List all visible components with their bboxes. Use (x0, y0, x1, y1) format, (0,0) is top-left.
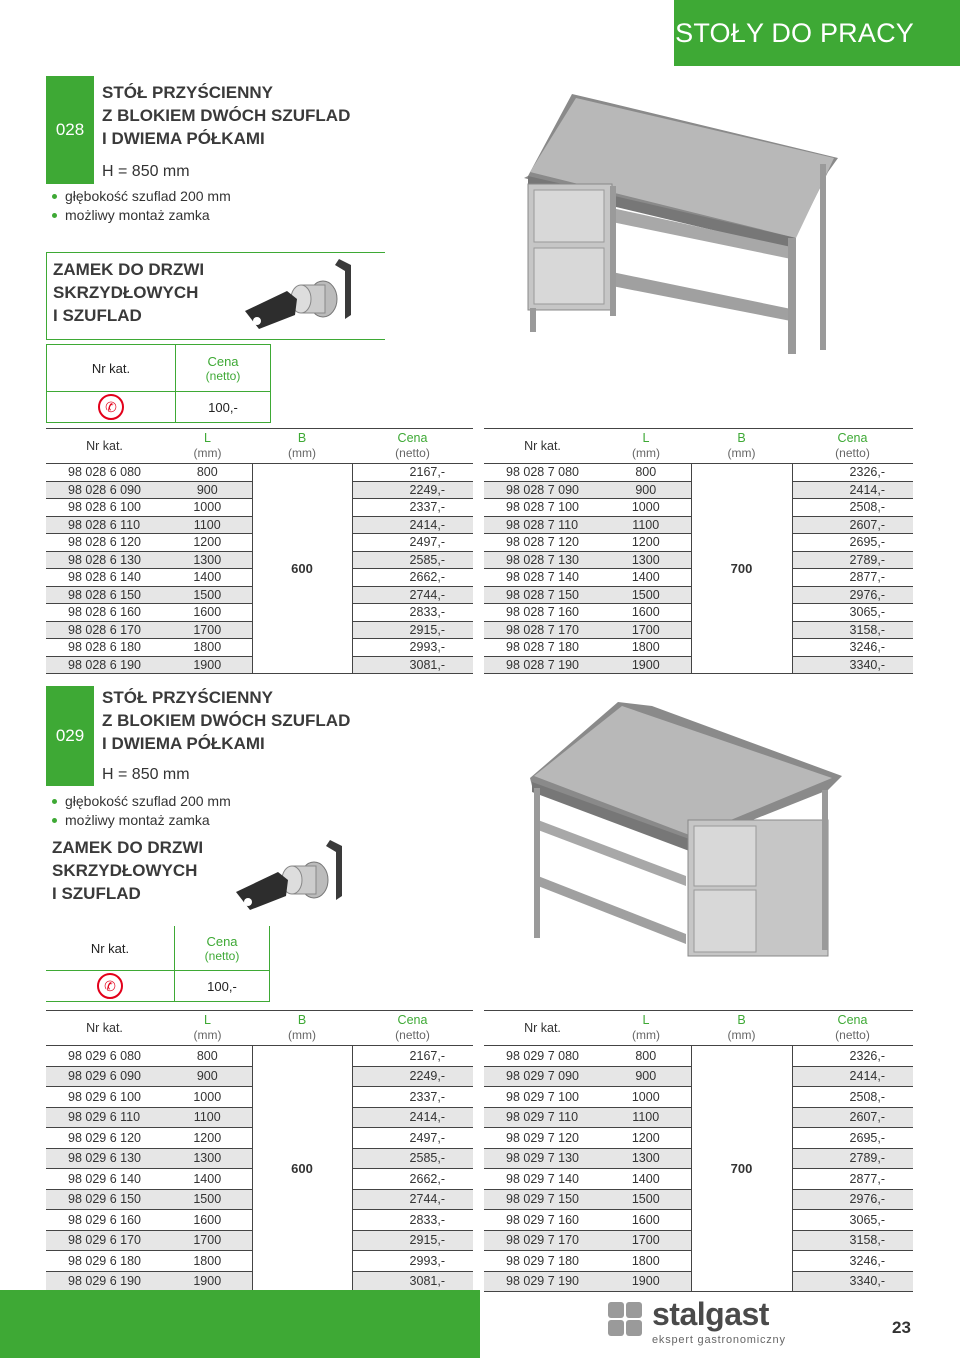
catalog-number: 98 028 6 140 (46, 569, 163, 587)
price-value: 2414,- (352, 1107, 473, 1128)
lock-cena-header: Cena (netto) (175, 926, 270, 971)
catalog-number: 98 029 6 160 (46, 1210, 163, 1231)
catalog-number: 98 028 6 190 (46, 656, 163, 674)
length-value: 1600 (163, 1210, 252, 1231)
col-b: B (mm) (252, 429, 352, 464)
price-value: 2877,- (792, 1169, 913, 1190)
table-row (46, 1046, 473, 1067)
price-value: 2662,- (352, 569, 473, 587)
catalog-number: 98 029 7 090 (484, 1066, 601, 1087)
width-value: 700 (691, 1046, 792, 1292)
catalog-number: 98 029 7 160 (484, 1210, 601, 1231)
length-value: 1000 (601, 499, 691, 517)
price-value: 3158,- (792, 1230, 913, 1251)
product-title: STÓŁ PRZYŚCIENNY Z BLOKIEM DWÓCH SZUFLAD I DWIEMA PÓŁKAMI (102, 688, 351, 753)
catalog-number: 98 029 7 180 (484, 1251, 601, 1272)
catalog-number: 98 029 7 130 (484, 1148, 601, 1169)
phone-icon: ✆ (97, 973, 123, 999)
price-value: 3081,- (352, 656, 473, 674)
footer-bar (0, 1290, 480, 1358)
price-table-029-600 (46, 1010, 473, 1292)
col-nr: Nr kat. (484, 429, 601, 464)
price-table-029-700 (484, 1010, 913, 1292)
product-title: STÓŁ PRZYŚCIENNY Z BLOKIEM DWÓCH SZUFLAD I DWIEMA PÓŁKAMI (102, 83, 351, 148)
catalog-number: 98 028 7 160 (484, 604, 601, 622)
product-height: H = 850 mm (102, 766, 190, 783)
length-value: 1100 (601, 1107, 691, 1128)
catalog-number: 98 028 6 120 (46, 534, 163, 552)
lock-nr-header: Nr kat. (46, 926, 175, 971)
brand-name: stalgast (652, 1296, 769, 1332)
length-value: 1400 (601, 1169, 691, 1190)
section-header (674, 0, 960, 66)
catalog-number: 98 028 6 160 (46, 604, 163, 622)
length-value: 1300 (601, 1148, 691, 1169)
catalog-number: 98 029 6 110 (46, 1107, 163, 1128)
catalog-number: 98 028 6 170 (46, 621, 163, 639)
price-value: 2915,- (352, 621, 473, 639)
length-value: 1400 (163, 1169, 252, 1190)
col-nr: Nr kat. (46, 429, 163, 464)
price-value: 2607,- (792, 1107, 913, 1128)
catalog-number: 98 029 6 100 (46, 1087, 163, 1108)
length-value: 1700 (601, 621, 691, 639)
catalog-number: 98 029 7 150 (484, 1189, 601, 1210)
price-value: 2497,- (352, 534, 473, 552)
catalog-number: 98 028 6 080 (46, 464, 163, 482)
price-value: 2508,- (792, 1087, 913, 1108)
catalog-number: 98 029 6 140 (46, 1169, 163, 1190)
catalog-number: 98 029 6 120 (46, 1128, 163, 1149)
price-value: 2414,- (792, 1066, 913, 1087)
col-b: B (mm) (252, 1011, 352, 1046)
catalog-number: 98 028 6 130 (46, 551, 163, 569)
length-value: 900 (163, 481, 252, 499)
price-value: 2497,- (352, 1128, 473, 1149)
price-value: 3246,- (792, 1251, 913, 1272)
catalog-number: 98 028 6 150 (46, 586, 163, 604)
table-row (484, 464, 913, 482)
col-nr: Nr kat. (46, 1011, 163, 1046)
price-value: 3246,- (792, 639, 913, 657)
price-value: 2585,- (352, 551, 473, 569)
lock-icon (228, 836, 368, 918)
catalog-number: 98 029 6 190 (46, 1271, 163, 1292)
length-value: 800 (601, 1046, 691, 1067)
brand-tagline: ekspert gastronomiczny (652, 1334, 786, 1346)
length-value: 1800 (163, 1251, 252, 1272)
catalog-number: 98 028 6 090 (46, 481, 163, 499)
col-cena: Cena (netto) (792, 429, 913, 464)
table-row (46, 464, 473, 482)
lock-cena-header: Cena (netto) (176, 345, 271, 392)
length-value: 1700 (601, 1230, 691, 1251)
length-value: 1500 (601, 1189, 691, 1210)
length-value: 1700 (163, 1230, 252, 1251)
col-cena: Cena (netto) (352, 429, 473, 464)
length-value: 1800 (601, 1251, 691, 1272)
lock-price-table (46, 926, 270, 1002)
price-value: 2976,- (792, 1189, 913, 1210)
length-value: 1200 (163, 534, 252, 552)
price-value: 2607,- (792, 516, 913, 534)
length-value: 1100 (601, 516, 691, 534)
length-value: 1900 (163, 1271, 252, 1292)
length-value: 900 (601, 1066, 691, 1087)
col-l: L (mm) (163, 1011, 252, 1046)
catalog-number: 98 028 7 090 (484, 481, 601, 499)
length-value: 1200 (601, 534, 691, 552)
catalog-number: 98 029 6 080 (46, 1046, 163, 1067)
lock-box (46, 832, 384, 918)
length-value: 1900 (601, 1271, 691, 1292)
length-value: 1800 (601, 639, 691, 657)
col-b: B (mm) (691, 1011, 792, 1046)
catalog-number: 98 029 6 180 (46, 1251, 163, 1272)
length-value: 1800 (163, 639, 252, 657)
catalog-number: 98 028 6 110 (46, 516, 163, 534)
price-value: 2167,- (352, 1046, 473, 1067)
page-number: 23 (892, 1318, 911, 1337)
price-value: 2249,- (352, 481, 473, 499)
catalog-number: 98 029 7 080 (484, 1046, 601, 1067)
lock-icon (237, 255, 377, 337)
length-value: 800 (601, 464, 691, 482)
price-value: 2249,- (352, 1066, 473, 1087)
price-value: 2789,- (792, 1148, 913, 1169)
price-value: 2326,- (792, 1046, 913, 1067)
col-l: L (mm) (601, 1011, 691, 1046)
price-value: 2915,- (352, 1230, 473, 1251)
catalog-number: 98 028 7 100 (484, 499, 601, 517)
feature-list (52, 792, 231, 830)
price-value: 2877,- (792, 569, 913, 587)
length-value: 1100 (163, 516, 252, 534)
brand-logo (606, 1298, 796, 1355)
col-nr: Nr kat. (484, 1011, 601, 1046)
col-b: B (mm) (691, 429, 792, 464)
price-value: 3081,- (352, 1271, 473, 1292)
phone-icon: ✆ (98, 394, 124, 420)
price-value: 3340,- (792, 1271, 913, 1292)
price-table-028-700 (484, 428, 913, 674)
price-value: 2414,- (352, 516, 473, 534)
length-value: 800 (163, 1046, 252, 1067)
col-cena: Cena (netto) (792, 1011, 913, 1046)
length-value: 900 (601, 481, 691, 499)
feature-item: głębokość szuflad 200 mm (52, 187, 231, 206)
length-value: 1600 (163, 604, 252, 622)
catalog-number: 98 028 6 180 (46, 639, 163, 657)
length-value: 1500 (163, 1189, 252, 1210)
catalog-number: 98 028 6 100 (46, 499, 163, 517)
length-value: 1000 (163, 1087, 252, 1108)
lock-price-value: 100,- (176, 392, 271, 423)
price-value: 2695,- (792, 1128, 913, 1149)
price-value: 2833,- (352, 1210, 473, 1231)
catalog-number: 98 029 7 170 (484, 1230, 601, 1251)
width-value: 600 (252, 464, 352, 674)
width-value: 600 (252, 1046, 352, 1292)
length-value: 1200 (163, 1128, 252, 1149)
price-value: 3065,- (792, 604, 913, 622)
lock-nr-header: Nr kat. (47, 345, 176, 392)
catalog-number: 98 029 6 090 (46, 1066, 163, 1087)
price-table-028-600 (46, 428, 473, 674)
length-value: 1300 (601, 551, 691, 569)
price-value: 2508,- (792, 499, 913, 517)
width-value: 700 (691, 464, 792, 674)
table-illustration (520, 88, 852, 360)
catalog-number: 98 028 7 140 (484, 569, 601, 587)
price-value: 3158,- (792, 621, 913, 639)
price-value: 2662,- (352, 1169, 473, 1190)
length-value: 1600 (601, 1210, 691, 1231)
catalog-number: 98 029 7 110 (484, 1107, 601, 1128)
catalog-number: 98 028 7 130 (484, 551, 601, 569)
table-illustration (526, 690, 846, 966)
catalog-number: 98 029 6 150 (46, 1189, 163, 1210)
price-value: 2993,- (352, 1251, 473, 1272)
catalog-number: 98 029 7 120 (484, 1128, 601, 1149)
length-value: 1400 (163, 569, 252, 587)
price-value: 2744,- (352, 1189, 473, 1210)
length-value: 900 (163, 1066, 252, 1087)
price-value: 2337,- (352, 499, 473, 517)
product-number-badge: 029 (46, 686, 94, 786)
catalog-number: 98 028 7 110 (484, 516, 601, 534)
length-value: 1200 (601, 1128, 691, 1149)
catalog-number: 98 028 7 170 (484, 621, 601, 639)
price-value: 3065,- (792, 1210, 913, 1231)
catalog-number: 98 028 7 180 (484, 639, 601, 657)
price-value: 2833,- (352, 604, 473, 622)
price-value: 2789,- (792, 551, 913, 569)
lock-price-value: 100,- (175, 971, 270, 1002)
length-value: 1700 (163, 621, 252, 639)
catalog-number: 98 029 6 130 (46, 1148, 163, 1169)
feature-item: możliwy montaż zamka (52, 811, 231, 830)
lock-phone-cell (47, 392, 176, 423)
price-value: 2414,- (792, 481, 913, 499)
length-value: 1300 (163, 551, 252, 569)
catalog-number: 98 028 7 150 (484, 586, 601, 604)
lock-title: ZAMEK DO DRZWI SKRZYDŁOWYCH I SZUFLAD (52, 838, 204, 903)
price-value: 2337,- (352, 1087, 473, 1108)
catalog-number: 98 029 7 100 (484, 1087, 601, 1108)
col-l: L (mm) (601, 429, 691, 464)
feature-item: możliwy montaż zamka (52, 206, 231, 225)
catalog-number: 98 029 6 170 (46, 1230, 163, 1251)
section-title: STOŁY DO PRACY (675, 18, 914, 48)
catalog-number: 98 028 7 080 (484, 464, 601, 482)
catalog-number: 98 028 7 120 (484, 534, 601, 552)
length-value: 800 (163, 464, 252, 482)
feature-item: głębokość szuflad 200 mm (52, 792, 231, 811)
price-value: 2585,- (352, 1148, 473, 1169)
col-l: L (mm) (163, 429, 252, 464)
product-number-badge: 028 (46, 76, 94, 184)
price-value: 2695,- (792, 534, 913, 552)
lock-box (46, 252, 385, 340)
price-value: 2993,- (352, 639, 473, 657)
col-cena: Cena (netto) (352, 1011, 473, 1046)
catalog-number: 98 028 7 190 (484, 656, 601, 674)
length-value: 1900 (163, 656, 252, 674)
product-height: H = 850 mm (102, 163, 190, 180)
length-value: 1100 (163, 1107, 252, 1128)
price-value: 3340,- (792, 656, 913, 674)
catalog-number: 98 029 7 140 (484, 1169, 601, 1190)
lock-title: ZAMEK DO DRZWI SKRZYDŁOWYCH I SZUFLAD (53, 260, 205, 325)
length-value: 1600 (601, 604, 691, 622)
lock-price-table (46, 344, 271, 423)
length-value: 1900 (601, 656, 691, 674)
length-value: 1500 (163, 586, 252, 604)
price-value: 2326,- (792, 464, 913, 482)
feature-list (52, 187, 231, 225)
length-value: 1400 (601, 569, 691, 587)
price-value: 2744,- (352, 586, 473, 604)
length-value: 1000 (163, 499, 252, 517)
price-value: 2976,- (792, 586, 913, 604)
lock-phone-cell (46, 971, 175, 1002)
catalog-number: 98 029 7 190 (484, 1271, 601, 1292)
length-value: 1000 (601, 1087, 691, 1108)
length-value: 1300 (163, 1148, 252, 1169)
price-value: 2167,- (352, 464, 473, 482)
table-row (484, 1046, 913, 1067)
length-value: 1500 (601, 586, 691, 604)
